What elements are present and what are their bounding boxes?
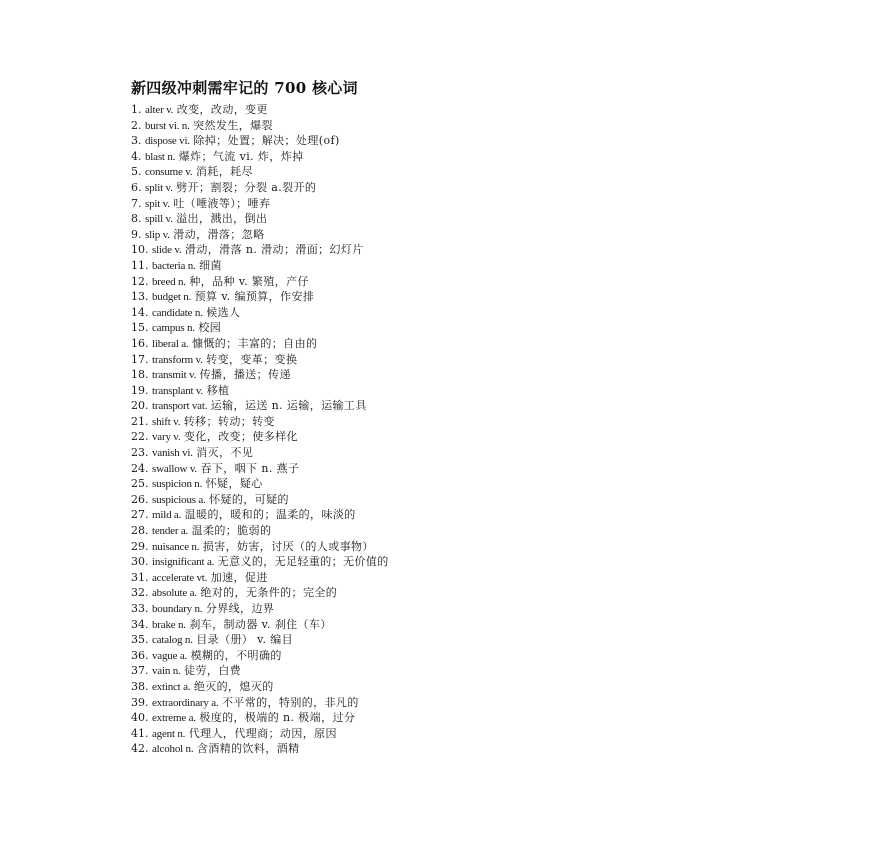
entry-number: 17. (131, 352, 149, 366)
vocabulary-entry (131, 585, 389, 601)
entry-number: 16. (131, 336, 149, 350)
vocabulary-entry (131, 601, 389, 617)
entry-definition: 加速，促进 (210, 570, 268, 584)
vocabulary-entry (131, 445, 389, 461)
entry-number: 28. (131, 524, 149, 538)
entry-term: burst vi. n. (145, 119, 190, 132)
entry-definition: 劈开；割裂；分裂 a.裂开的 (176, 180, 317, 194)
vocabulary-entry (131, 632, 389, 648)
vocabulary-entry (131, 118, 389, 134)
entry-definition: 极度的，极端的 n. 极端，过分 (199, 711, 356, 725)
entry-term: shift v. (152, 415, 181, 428)
vocabulary-entry (131, 180, 389, 196)
entry-number: 2. (131, 118, 142, 132)
entry-number: 22. (131, 430, 149, 444)
vocabulary-list (131, 102, 389, 757)
entry-definition: 不平常的，特别的，非凡的 (221, 695, 359, 709)
vocabulary-entry (131, 663, 389, 679)
vocabulary-entry (131, 336, 389, 352)
entry-term: liberal a. (152, 337, 189, 350)
entry-term: spill v. (145, 213, 173, 226)
entry-definition: 溢出，溅出，倒出 (176, 212, 268, 226)
entry-term: dispose vi. (145, 135, 190, 148)
entry-number: 18. (131, 368, 149, 382)
entry-definition: 运输，运送 n. 运输，运输工具 (210, 399, 367, 413)
entry-number: 14. (131, 305, 149, 319)
entry-number: 5. (131, 165, 142, 179)
entry-term: vanish vi. (152, 447, 193, 460)
entry-term: campus n. (152, 322, 195, 335)
entry-term: blast n. (145, 150, 176, 163)
vocabulary-entry (131, 741, 389, 757)
entry-number: 26. (131, 492, 149, 506)
entry-number: 41. (131, 726, 149, 740)
vocabulary-entry (131, 367, 389, 383)
entry-number: 42. (131, 742, 149, 756)
entry-term: transform v. (152, 353, 203, 366)
entry-number: 33. (131, 602, 149, 615)
entry-term: breed n. (152, 275, 186, 288)
entry-term: transplant v. (152, 384, 204, 397)
entry-definition: 吐（唾液等）；唾弃 (173, 196, 271, 210)
entry-number: 38. (131, 679, 149, 693)
vocabulary-entry (131, 617, 389, 633)
entry-definition: 除掉；处置；解决；处理(of) (193, 134, 340, 148)
entry-number: 25. (131, 477, 149, 491)
vocabulary-entry (131, 507, 389, 523)
entry-term: bacteria n. (152, 259, 196, 272)
entry-term: spit v. (145, 197, 170, 210)
entry-term: transport vat. (152, 400, 208, 413)
entry-number: 12. (131, 274, 149, 288)
entry-definition: 滑动，滑落；忽略 (173, 227, 265, 241)
vocabulary-entry (131, 133, 389, 149)
vocabulary-entry (131, 211, 389, 227)
entry-term: slide v. (152, 244, 182, 257)
vocabulary-entry (131, 398, 389, 414)
vocabulary-entry (131, 196, 389, 212)
entry-number: 27. (131, 508, 149, 522)
entry-term: slip v. (145, 228, 170, 241)
entry-term: catalog n. (152, 634, 193, 647)
entry-term: nuisance n. (152, 540, 200, 553)
vocabulary-entry (131, 305, 389, 321)
entry-term: absolute a. (152, 587, 197, 600)
vocabulary-entry (131, 492, 389, 508)
entry-term: suspicion n. (152, 478, 203, 491)
entry-definition: 预算 v. 编预算，作安排 (194, 290, 315, 304)
entry-definition: 移植 (206, 383, 230, 397)
entry-definition: 消灭，不见 (196, 446, 254, 460)
vocabulary-entry (131, 695, 389, 711)
entry-term: budget n. (152, 291, 192, 304)
entry-definition: 怀疑，疑心 (205, 477, 263, 491)
vocabulary-entry (131, 320, 389, 336)
entry-term: candidate n. (152, 306, 203, 319)
entry-definition: 绝对的，无条件的；完全的 (200, 586, 338, 600)
entry-definition: 绝灭的，熄灭的 (193, 679, 274, 693)
entry-number: 8. (131, 212, 142, 226)
entry-term: alcohol n. (152, 743, 194, 756)
vocabulary-entry (131, 149, 389, 165)
entry-number: 31. (131, 570, 149, 584)
entry-definition: 损害，妨害，讨厌（的人或事物） (202, 539, 374, 553)
entry-definition: 种，品种 v. 繁殖，产仔 (189, 274, 309, 288)
entry-number: 3. (131, 134, 142, 148)
vocabulary-entry (131, 523, 389, 539)
entry-definition: 转移；转动；转变 (183, 414, 275, 428)
entry-term: split v. (145, 181, 173, 194)
entry-definition: 徒劳，白费 (184, 664, 242, 678)
entry-term: extreme a. (152, 712, 196, 725)
entry-definition: 温暖的，暖和的；温柔的，味淡的 (184, 508, 356, 522)
vocabulary-entry (131, 429, 389, 445)
vocabulary-entry (131, 242, 389, 258)
vocabulary-entry (131, 726, 389, 742)
vocabulary-entry (131, 258, 389, 274)
entry-number: 39. (131, 695, 149, 709)
entry-definition: 转变，变革；变换 (206, 352, 298, 366)
entry-number: 32. (131, 586, 149, 600)
entry-definition: 消耗，耗尽 (195, 165, 253, 179)
entry-definition: 改变，改动，变更 (176, 103, 268, 116)
vocabulary-entry (131, 679, 389, 695)
entry-term: transmit v. (152, 369, 197, 382)
entry-term: suspicious a. (152, 493, 206, 506)
entry-definition: 候选人 (206, 305, 241, 319)
entry-definition: 爆炸；气流 vi. 炸，炸掉 (178, 149, 304, 163)
entry-term: alter v. (145, 104, 174, 116)
entry-definition: 模糊的，不明确的 (190, 648, 282, 662)
entry-number: 7. (131, 196, 142, 210)
entry-number: 4. (131, 149, 142, 163)
entry-definition: 变化，改变；使多样化 (183, 430, 298, 444)
entry-definition: 慷慨的；丰富的；自由的 (191, 336, 318, 350)
entry-number: 20. (131, 399, 149, 413)
entry-number: 23. (131, 446, 149, 460)
entry-term: extinct a. (152, 680, 191, 693)
entry-number: 34. (131, 617, 149, 631)
entry-term: vary v. (152, 431, 181, 444)
entry-definition: 吞下，咽下 n. 燕子 (200, 461, 300, 475)
vocabulary-entry (131, 710, 389, 726)
entry-number: 35. (131, 633, 149, 647)
entry-definition: 含酒精的饮料，酒精 (196, 742, 300, 756)
entry-number: 6. (131, 180, 142, 194)
entry-definition: 突然发生，爆裂 (193, 118, 273, 132)
vocabulary-entry (131, 289, 389, 305)
entry-term: agent n. (152, 727, 186, 740)
entry-number: 37. (131, 664, 149, 678)
entry-definition: 传播，播送；传递 (199, 368, 291, 382)
entry-term: brake n. (152, 618, 186, 631)
vocabulary-entry (131, 554, 389, 570)
entry-term: boundary n. (152, 603, 203, 615)
vocabulary-entry (131, 539, 389, 555)
vocabulary-entry (131, 476, 389, 492)
entry-definition: 代理人，代理商；动因，原因 (188, 726, 337, 740)
entry-term: vain n. (152, 665, 181, 678)
entry-number: 19. (131, 383, 149, 397)
vocabulary-entry (131, 352, 389, 368)
vocabulary-entry (131, 383, 389, 399)
entry-definition: 无意义的，无足轻重的；无价值的 (217, 555, 389, 569)
entry-term: accelerate vt. (152, 571, 208, 584)
entry-number: 29. (131, 539, 149, 553)
vocabulary-entry (131, 414, 389, 430)
entry-term: mild a. (152, 509, 182, 522)
vocabulary-entry (131, 164, 389, 180)
entry-definition: 校园 (198, 321, 222, 335)
vocabulary-entry (131, 102, 389, 118)
entry-number: 15. (131, 321, 149, 335)
entry-number: 36. (131, 648, 149, 662)
entry-number: 24. (131, 461, 149, 475)
entry-number: 10. (131, 243, 149, 257)
entry-term: insignificant a. (152, 556, 215, 569)
entry-number: 40. (131, 711, 149, 725)
entry-number: 11. (131, 258, 149, 272)
entry-term: swallow v. (152, 462, 197, 475)
entry-definition: 刹车，制动器 v. 刹住（车） (189, 617, 332, 631)
entry-number: 13. (131, 290, 149, 304)
entry-definition: 温柔的；脆弱的 (191, 524, 272, 538)
entry-number: 21. (131, 414, 149, 428)
vocabulary-entry (131, 648, 389, 664)
document-title: 新四级冲刺需牢记的 700 核心词 (131, 79, 358, 97)
vocabulary-entry (131, 570, 389, 586)
vocabulary-entry (131, 274, 389, 290)
entry-term: vague a. (152, 649, 188, 662)
vocabulary-entry (131, 227, 389, 243)
entry-definition: 细菌 (199, 258, 222, 272)
entry-term: extraordinary a. (152, 696, 219, 709)
entry-number: 1. (131, 103, 142, 116)
entry-term: consume v. (145, 166, 193, 179)
entry-definition: 怀疑的，可疑的 (209, 492, 289, 506)
entry-term: tender a. (152, 525, 189, 538)
entry-definition: 目录（册） v. 编目 (196, 633, 294, 647)
entry-definition: 滑动，滑落 n. 滑动；滑面；幻灯片 (184, 243, 364, 257)
vocabulary-entry (131, 461, 389, 477)
entry-number: 30. (131, 555, 149, 569)
entry-number: 9. (131, 227, 142, 241)
entry-definition: 分界线，边界 (205, 602, 275, 615)
